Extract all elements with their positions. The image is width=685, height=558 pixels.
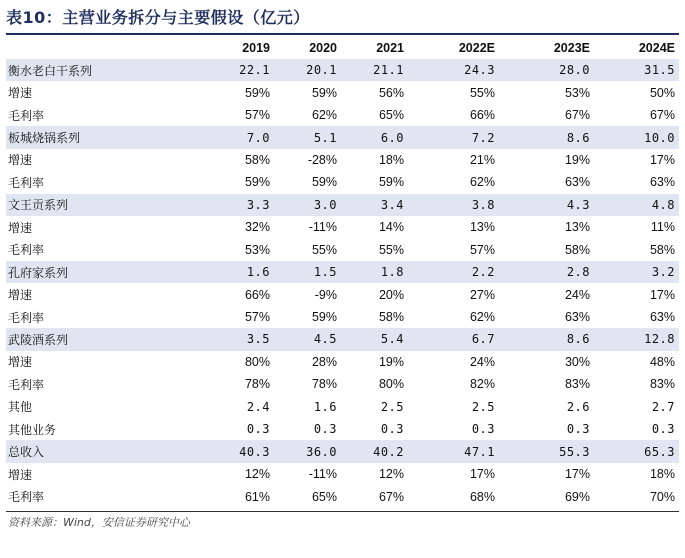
row-label: 总收入 (6, 440, 171, 462)
table-cell: 67% (649, 108, 675, 123)
table-row (6, 59, 679, 81)
table-cell: 58% (649, 242, 675, 257)
table-row (6, 261, 679, 283)
column-header: 2023E (553, 41, 590, 55)
table-cell: 8.6 (499, 328, 594, 350)
row-label: 增速 (8, 288, 33, 303)
table-cell: 2.5 (471, 399, 495, 414)
table-row (6, 149, 679, 171)
column-header: 2022E (458, 41, 495, 55)
table-row (6, 104, 679, 126)
table-row (6, 463, 679, 485)
table-row (6, 328, 679, 350)
table-cell: 66% (244, 287, 270, 302)
table-cell: 59% (378, 175, 404, 190)
table-cell: 1.6 (171, 261, 274, 283)
table-cell: 1.8 (341, 261, 408, 283)
table-cell: 2.4 (246, 399, 270, 414)
row-label: 增速 (8, 86, 33, 101)
table-cell: 58% (564, 242, 590, 257)
table-cell: 70% (649, 489, 675, 504)
table-cell: 21.1 (341, 59, 408, 81)
table-cell: 57% (244, 108, 270, 123)
table-cell: 20.1 (274, 59, 341, 81)
row-label: 毛利率 (8, 310, 45, 325)
table-title: 表10：主营业务拆分与主要假设（亿元） (6, 8, 310, 27)
table-cell: 55% (469, 85, 495, 100)
table-cell: 1.5 (274, 261, 341, 283)
table-cell: 67% (378, 489, 404, 504)
table-cell: 0.3 (246, 422, 270, 437)
table-cell: 53% (564, 85, 590, 100)
table-cell: 1.6 (313, 399, 337, 414)
table-row (6, 485, 679, 507)
table-cell: 3.5 (171, 328, 274, 350)
table-row (6, 239, 679, 261)
table-cell: 6.7 (408, 328, 499, 350)
column-header: 2024E (638, 41, 675, 55)
table-cell: 83% (564, 377, 590, 392)
row-label: 武陵酒系列 (6, 328, 171, 350)
table-cell: 14% (378, 220, 404, 235)
column-header: 2019 (242, 41, 270, 55)
table-cell: 8.6 (499, 126, 594, 148)
table-cell: 17% (649, 152, 675, 167)
column-header: 2021 (376, 41, 404, 55)
table-row (6, 283, 679, 305)
table-cell: 24% (469, 354, 495, 369)
column-header: 2020 (309, 41, 337, 55)
table-cell: 65% (311, 489, 337, 504)
table-cell: 0.3 (380, 422, 404, 437)
table-cell: 61% (244, 489, 270, 504)
row-label: 其他业务 (8, 422, 57, 437)
row-label: 毛利率 (8, 108, 45, 123)
table-cell: 78% (311, 377, 337, 392)
table-cell: 3.8 (408, 194, 499, 216)
table-cell: 17% (469, 467, 495, 482)
table-cell: 57% (469, 242, 495, 257)
table-row (6, 126, 679, 148)
table-cell: 62% (469, 175, 495, 190)
table-cell: 21% (469, 152, 495, 167)
table-cell: 59% (244, 175, 270, 190)
table-header-row (6, 37, 679, 59)
row-label: 衡水老白干系列 (6, 59, 171, 81)
table-cell: 0.3 (471, 422, 495, 437)
row-label: 增速 (8, 467, 33, 482)
table-row (6, 81, 679, 103)
table-cell: 19% (564, 152, 590, 167)
table-cell: 17% (564, 467, 590, 482)
row-label: 增速 (8, 355, 33, 370)
title-divider (6, 33, 679, 35)
table-cell: 11% (650, 220, 675, 235)
table-cell: -11% (308, 467, 337, 482)
table-row (6, 396, 679, 418)
row-label: 毛利率 (8, 490, 45, 505)
table-row (6, 171, 679, 193)
table-cell: 0.3 (313, 422, 337, 437)
table-cell: -9% (314, 287, 337, 302)
table-cell: 4.5 (274, 328, 341, 350)
table-cell: 83% (649, 377, 675, 392)
table-cell: 59% (311, 310, 337, 325)
table-cell: 62% (469, 310, 495, 325)
table-cell: 3.4 (341, 194, 408, 216)
table-cell: 53% (244, 242, 270, 257)
table-cell: 3.3 (171, 194, 274, 216)
table-cell: 7.2 (408, 126, 499, 148)
table-cell: 80% (378, 377, 404, 392)
table-cell: 17% (649, 287, 675, 302)
table-cell: 2.6 (566, 399, 590, 414)
table-cell: 12.8 (594, 328, 679, 350)
table-cell: -11% (308, 220, 337, 235)
table-cell: 78% (244, 377, 270, 392)
table-cell: 62% (311, 108, 337, 123)
row-label: 其他 (8, 400, 33, 415)
table-cell: 63% (564, 175, 590, 190)
row-label: 板城烧锅系列 (6, 126, 171, 148)
table-cell: 24.3 (408, 59, 499, 81)
row-label: 增速 (8, 220, 33, 235)
table-row (6, 351, 679, 373)
table-cell: 7.0 (171, 126, 274, 148)
table-cell: 22.1 (171, 59, 274, 81)
table-cell: 13% (469, 220, 495, 235)
table-cell: 55.3 (499, 440, 594, 462)
table-cell: 65% (378, 108, 404, 123)
table-cell: 27% (469, 287, 495, 302)
table-cell: 58% (244, 152, 270, 167)
table-cell: 56% (378, 85, 404, 100)
row-label: 毛利率 (8, 377, 45, 392)
table-cell: 18% (378, 152, 404, 167)
table-cell: 24% (564, 287, 590, 302)
table-cell: 68% (469, 489, 495, 504)
table-cell: 12% (244, 467, 270, 482)
table-cell: 19% (378, 354, 404, 369)
table-row (6, 216, 679, 238)
table-cell: 63% (649, 175, 675, 190)
table-cell: 40.2 (341, 440, 408, 462)
table-cell: 3.0 (274, 194, 341, 216)
table-cell: 50% (649, 85, 675, 100)
table-cell: 32% (244, 220, 270, 235)
table-body (6, 59, 679, 508)
table-cell: 59% (311, 175, 337, 190)
table-cell: 59% (244, 85, 270, 100)
table-cell: 82% (469, 377, 495, 392)
table-cell: 66% (469, 108, 495, 123)
row-label: 文王贡系列 (6, 194, 171, 216)
table-cell: 55% (311, 242, 337, 257)
table-cell: 0.3 (566, 422, 590, 437)
table-cell: 65.3 (594, 440, 679, 462)
table-cell: 4.3 (499, 194, 594, 216)
table-cell: 28.0 (499, 59, 594, 81)
table-row (6, 440, 679, 462)
table-cell: 3.2 (594, 261, 679, 283)
table-cell: 63% (649, 310, 675, 325)
table-cell: 6.0 (341, 126, 408, 148)
row-label: 增速 (8, 153, 33, 168)
bottom-divider (6, 511, 679, 512)
row-label: 毛利率 (8, 243, 45, 258)
table-cell: 55% (378, 242, 404, 257)
row-label: 孔府家系列 (6, 261, 171, 283)
table-cell: 5.4 (341, 328, 408, 350)
table-cell: 59% (311, 85, 337, 100)
table-cell: 63% (564, 310, 590, 325)
table-cell: 2.7 (651, 399, 675, 414)
table-row (6, 373, 679, 395)
table-cell: 28% (311, 354, 337, 369)
table-cell: 5.1 (274, 126, 341, 148)
table-cell: 67% (564, 108, 590, 123)
row-label: 毛利率 (8, 175, 45, 190)
table-cell: 36.0 (274, 440, 341, 462)
table-cell: 2.2 (408, 261, 499, 283)
table-row (6, 194, 679, 216)
table-cell: 47.1 (408, 440, 499, 462)
table-cell: 10.0 (594, 126, 679, 148)
table-row (6, 306, 679, 328)
table-cell: 2.8 (499, 261, 594, 283)
table-cell: 31.5 (594, 59, 679, 81)
table-cell: 0.3 (651, 422, 675, 437)
table-cell: 80% (244, 354, 270, 369)
table-cell: 2.5 (380, 399, 404, 414)
table-cell: 13% (564, 220, 590, 235)
table-cell: 4.8 (594, 194, 679, 216)
table-row (6, 418, 679, 440)
table-cell: 20% (378, 287, 404, 302)
revenue-breakdown-table (6, 37, 679, 508)
table-cell: 30% (564, 354, 590, 369)
table-cell: 69% (564, 489, 590, 504)
table-cell: 12% (378, 467, 404, 482)
table-cell: 57% (244, 310, 270, 325)
table-cell: 48% (649, 354, 675, 369)
table-cell: -28% (307, 152, 337, 167)
table-cell: 18% (649, 467, 675, 482)
column-header (6, 37, 171, 59)
table-cell: 40.3 (171, 440, 274, 462)
source-note: 资料来源：Wind，安信证券研究中心 (8, 516, 190, 529)
table-cell: 58% (378, 310, 404, 325)
